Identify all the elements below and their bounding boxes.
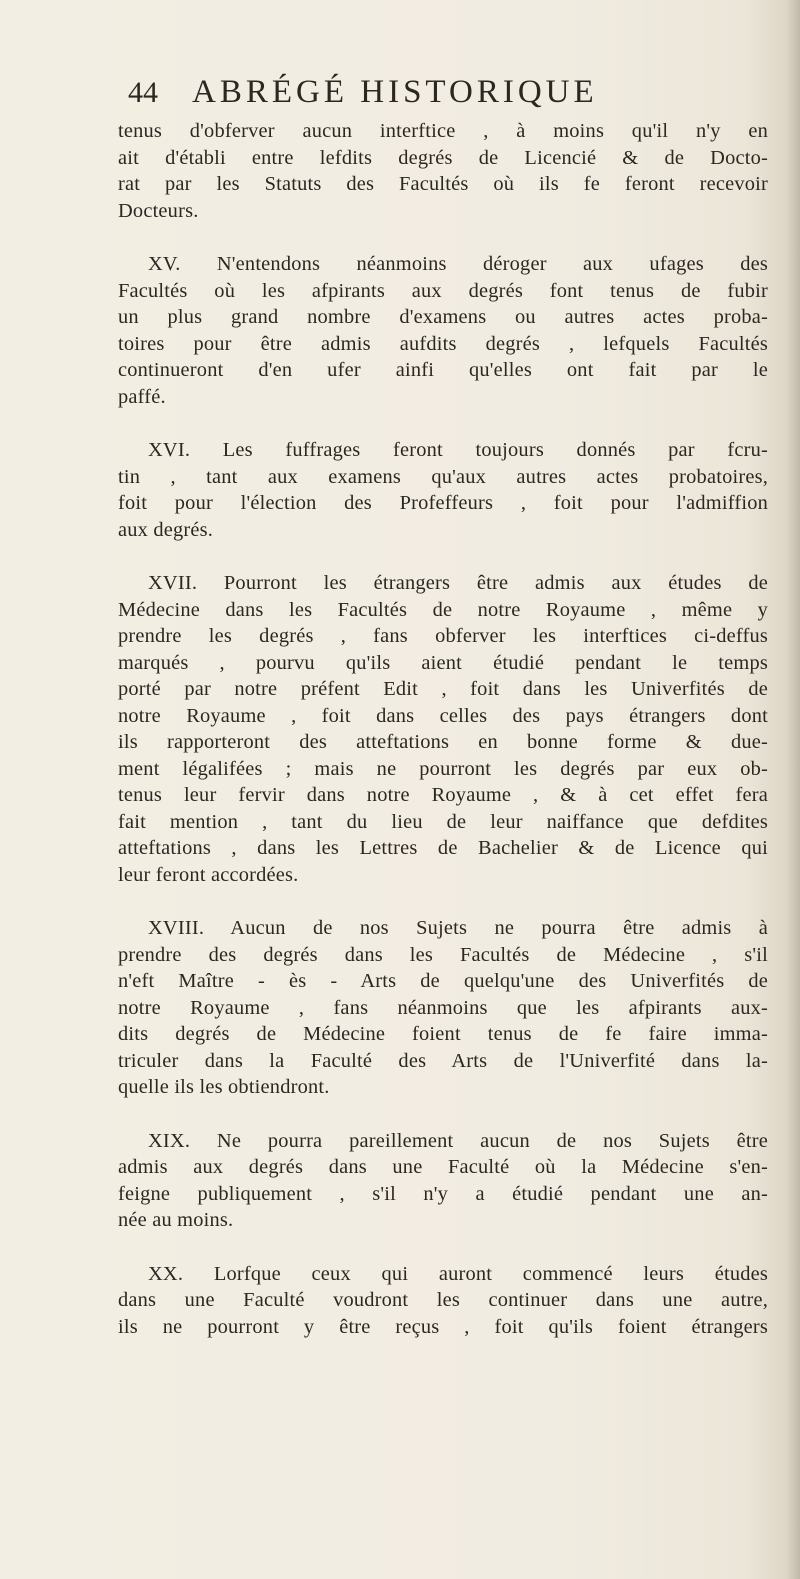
text-line: née au moins. xyxy=(118,1209,234,1231)
text-line: Docteurs. xyxy=(118,199,199,222)
text-line: n'eft Maître - ès - Arts de quelqu'une des Univerfités de xyxy=(118,970,768,992)
text-line: XV. N'entendons néanmoins déroger aux ufages des xyxy=(148,253,768,275)
page-number: 44 xyxy=(128,76,158,109)
text-line: ait d'établi entre lefdits degrés de Licencié & de Docto- xyxy=(118,146,768,169)
text-line: quelle ils les obtiendront. xyxy=(118,1076,330,1098)
text-line: XIX. Ne pourra pareillement aucun de nos Sujets être xyxy=(148,1129,768,1152)
text-line: XX. Lorfque ceux qui auront commencé leurs études xyxy=(148,1262,768,1285)
text-line: atteftations , dans les Lettres de Bachelier & de Licence qui xyxy=(118,837,768,859)
article-xv xyxy=(118,251,768,410)
text-line: marqués , pourvu qu'ils aient étudié pendant le temps xyxy=(118,651,768,674)
article-xvii xyxy=(118,570,768,888)
article-xix xyxy=(118,1128,768,1234)
text-line: notre Royaume , foit dans celles des pays étrangers dont xyxy=(118,704,768,727)
text-line: XVIII. Aucun de nos Sujets ne pourra être admis à xyxy=(148,917,768,939)
text-line: porté par notre préfent Edit , foit dans les Univerfités de xyxy=(118,678,768,700)
text-line: ils ne pourront y être reçus , foit qu'ils foient étrangers xyxy=(118,1315,768,1338)
body-text xyxy=(118,118,768,1367)
page-edge-shadow xyxy=(786,0,800,1579)
text-line: dans une Faculté voudront les continuer dans une autre, xyxy=(118,1289,768,1311)
text-line: feigne publiquement , s'il n'y a étudié pendant une an- xyxy=(118,1182,768,1205)
text-line: prendre des degrés dans les Facultés de Médecine , s'il xyxy=(118,943,768,966)
text-line: rat par les Statuts des Facultés où ils fe feront recevoir xyxy=(118,173,768,195)
running-head: ABRÉGÉ HISTORIQUE xyxy=(192,74,598,110)
text-line: prendre les degrés , fans obferver les interftices ci-deffus xyxy=(118,625,768,647)
text-line: aux degrés. xyxy=(118,518,214,541)
text-line: XVII. Pourront les étrangers être admis aux études de xyxy=(148,572,768,594)
text-line: notre Royaume , fans néanmoins que les afpirants aux- xyxy=(118,996,768,1019)
text-line: tenus d'obferver aucun interftice , à moins qu'il n'y en xyxy=(118,120,768,142)
text-line: Facultés où les afpirants aux degrés font tenus de fubir xyxy=(118,279,768,302)
article-xviii xyxy=(118,915,768,1101)
page-header xyxy=(128,74,688,118)
article-xx xyxy=(118,1261,768,1341)
text-line: un plus grand nombre d'examens ou autres actes proba- xyxy=(118,306,768,328)
text-line: dits degrés de Médecine foient tenus de fe faire imma- xyxy=(118,1023,768,1045)
article-xvi xyxy=(118,437,768,543)
text-line: ils rapporteront des atteftations en bonne forme & due- xyxy=(118,731,768,753)
text-line: paffé. xyxy=(118,385,166,408)
text-line: tin , tant aux examens qu'aux autres actes probatoires, xyxy=(118,465,768,488)
paragraph-continuation xyxy=(118,118,768,224)
text-line: fait mention , tant du lieu de leur naiffance que defdites xyxy=(118,810,768,833)
text-line: toires pour être admis aufdits degrés , lefquels Facultés xyxy=(118,332,768,355)
text-line: leur feront accordées. xyxy=(118,863,299,886)
text-line: admis aux degrés dans une Faculté où la Médecine s'en- xyxy=(118,1156,768,1178)
text-line: Médecine dans les Facultés de notre Royaume , même y xyxy=(118,598,768,621)
text-line: tenus leur fervir dans notre Royaume , & à cet effet fera xyxy=(118,784,768,806)
text-line: triculer dans la Faculté des Arts de l'Univerfité dans la- xyxy=(118,1049,768,1072)
text-line: ment légalifées ; mais ne pourront les degrés par eux ob- xyxy=(118,757,768,780)
text-line: XVI. Les fuffrages feront toujours donnés par fcru- xyxy=(148,439,768,461)
text-line: foit pour l'élection des Profeffeurs , foit pour l'admiffion xyxy=(118,492,768,514)
text-line: continueront d'en ufer ainfi qu'elles ont fait par le xyxy=(118,359,768,381)
